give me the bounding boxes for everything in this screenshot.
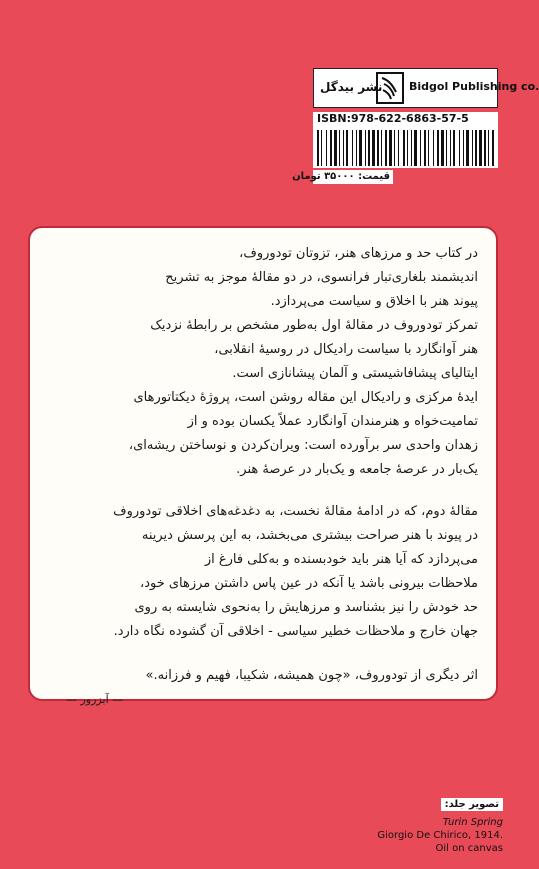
text-line: جهان خارج و ملاحظات خطیر سیاسی - اخلاقی آن گشوده نگاه دارد.	[113, 624, 478, 639]
barcode-bar	[484, 130, 486, 166]
text-line: حد خودش را نیز بشناسد و مرزهایش را به‌نحوی شایسته به روی	[134, 600, 478, 615]
barcode-bar	[339, 130, 340, 166]
barcode-bar	[466, 130, 469, 166]
publisher-box	[313, 68, 539, 108]
price-label: قیمت: ۳۵۰۰۰ تومان	[313, 170, 393, 184]
barcode-bar	[428, 130, 429, 166]
barcode-bar	[326, 130, 327, 166]
text-line: هنر آوانگارد با سیاست رادیکال در روسیهٔ انقلابی،	[214, 342, 478, 357]
barcode-bar	[492, 130, 494, 166]
barcode-bar	[321, 130, 322, 166]
barcode-bar	[437, 130, 439, 166]
publisher-name-fa: نشر بیدگل	[320, 80, 383, 94]
barcode-bar	[365, 130, 366, 166]
text-line: مقالهٔ دوم، که در ادامهٔ مقالهٔ نخست، به دغدغه‌های اخلاقی تودوروف	[113, 504, 478, 519]
barcode-bar	[420, 130, 421, 166]
barcode-bar	[407, 130, 408, 166]
barcode-bar	[394, 130, 395, 166]
quote	[48, 664, 478, 712]
text-line: ایدهٔ مرکزی و رادیکال این مقاله روشن است، پروژهٔ دیکتاتورهای	[133, 390, 478, 405]
barcode-bar	[346, 130, 348, 166]
publisher-logo	[376, 72, 404, 104]
barcode-bar	[450, 130, 451, 166]
cover-credit-label: تصویر جلد:	[441, 798, 503, 811]
text-line: می‌پردازد که آیا هنر باید خودبسنده و به‌کلی فارغ از	[204, 552, 478, 567]
barcode-bar	[398, 130, 399, 166]
text-line: تمرکز تودوروف در مقالهٔ اول به‌طور مشخص بر رابطهٔ نزدیک	[150, 318, 478, 333]
isbn-label: ISBN:978-622-6863-57-5	[313, 112, 498, 128]
cover-credit	[377, 816, 503, 855]
barcode-bar	[343, 130, 344, 166]
painting-title: Turin Spring	[442, 817, 503, 828]
barcode-bar	[472, 130, 473, 166]
barcode-bar	[424, 130, 426, 166]
barcode-bar	[359, 130, 362, 166]
barcode-bar	[381, 130, 382, 166]
publisher-name-en: Bidgol Publishing co.	[409, 80, 539, 93]
barcode-bar	[377, 130, 379, 166]
barcode-bar	[372, 130, 375, 166]
quote-source: — آبزرور —	[66, 693, 124, 706]
barcode-bar	[352, 130, 353, 166]
barcode-bar	[368, 130, 370, 166]
text-line: زهدان واحدی سر برآورده است: ویران‌کردن و نوساختن ریشه‌ای،	[128, 438, 478, 453]
text-line: در کتاب حد و مرزهای هنر، تزوتان تودوروف،	[239, 246, 478, 261]
bidgol-logo-icon	[378, 74, 402, 102]
barcode-bar	[488, 130, 489, 166]
barcode-bar	[356, 130, 357, 166]
barcode-bar	[479, 130, 482, 166]
quote-text: اثر دیگری از تودوروف، «چون همیشه، شکیبا، فهیم و فرزانه.»	[145, 668, 478, 683]
barcode-bar	[389, 130, 392, 166]
barcode-bar	[330, 130, 332, 166]
barcode-bar	[463, 130, 464, 166]
text-line: ایتالیای پیشافاشیستی و آلمان پیشانازی است.	[232, 366, 478, 381]
text-line: پیوند هنر با اخلاق و سیاست می‌پردازد.	[270, 294, 478, 309]
barcode-bar	[433, 130, 434, 166]
barcode-bar	[459, 130, 460, 166]
text-line: ملاحظات بیرونی باشد یا آنکه در عین پاس داشتن مرزهای خود،	[140, 576, 478, 591]
paragraph-1	[48, 242, 478, 482]
barcode-icon	[313, 128, 498, 168]
barcode-bar	[441, 130, 444, 166]
text-line: تمامیت‌خواه و هنرمندان آوانگارد عملاً یکسان بوده و از	[187, 414, 478, 429]
paragraph-2	[48, 500, 478, 644]
barcode-block	[292, 68, 539, 188]
barcode	[313, 128, 498, 168]
text-line: اندیشمند بلغاری‌تبار فرانسوی، در دو مقالهٔ موجز به تشریح	[165, 270, 478, 285]
barcode-bar	[317, 130, 319, 166]
text-line: یک‌بار در عرصهٔ جامعه و یک‌بار در عرصهٔ هنر.	[236, 462, 478, 477]
painting-artist: Giorgio De Chirico, 1914.	[377, 830, 503, 841]
barcode-bar	[475, 130, 477, 166]
text-line: در پیوند با هنر صراحت بیشتری می‌بخشد، به این پرسش دیرینه	[141, 528, 478, 543]
blurb	[48, 242, 478, 712]
painting-medium: Oil on canvas	[435, 843, 503, 854]
barcode-bar	[414, 130, 417, 166]
barcode-bar	[334, 130, 337, 166]
barcode-bar	[403, 130, 405, 166]
barcode-bar	[453, 130, 455, 166]
barcode-bar	[385, 130, 387, 166]
back-cover-text-card	[28, 226, 498, 706]
barcode-bar	[411, 130, 412, 166]
barcode-bar	[446, 130, 447, 166]
